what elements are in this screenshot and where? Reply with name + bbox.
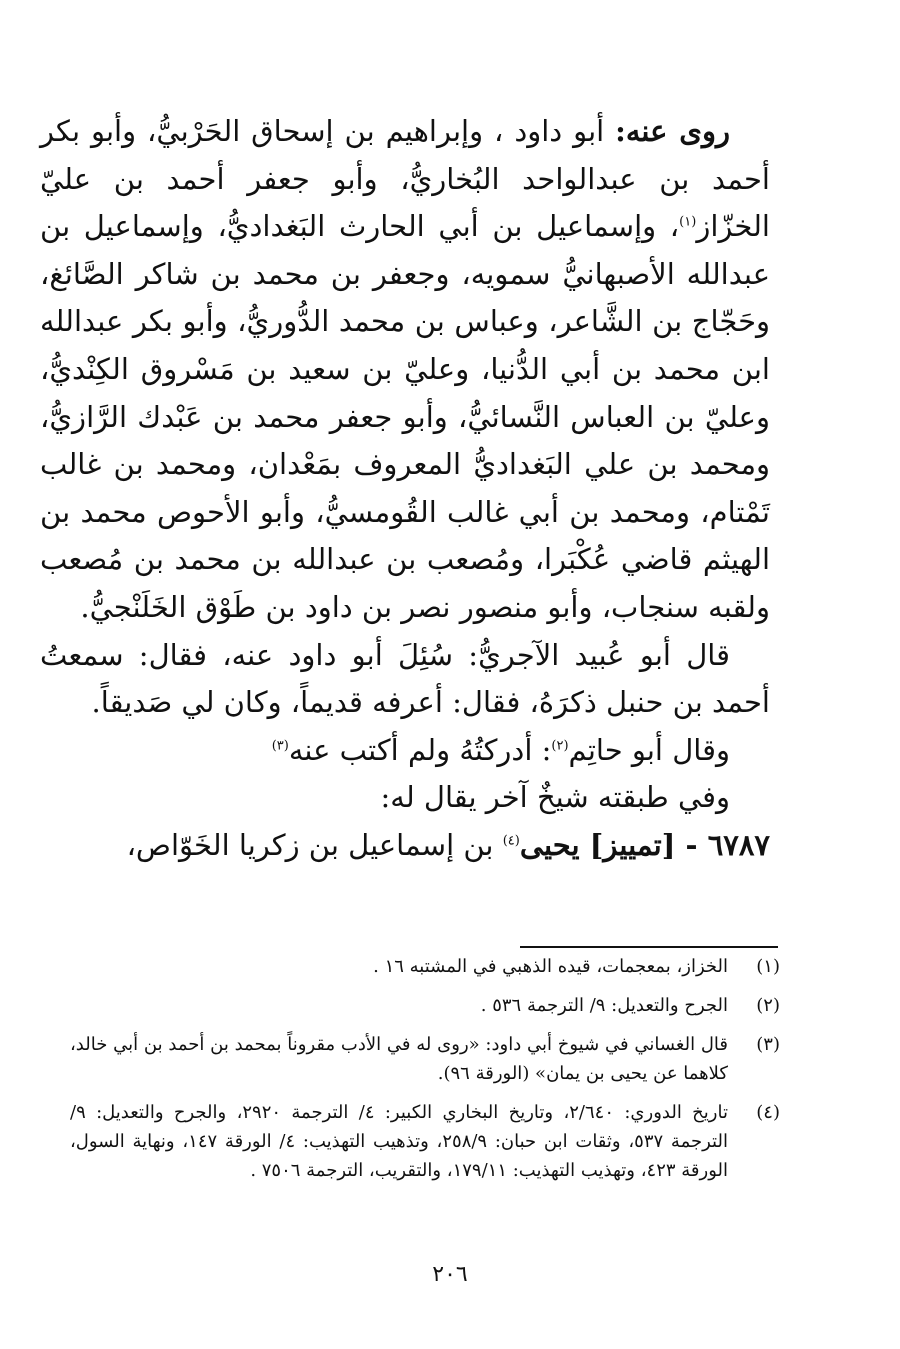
- entry-number: ٦٧٨٧ - [تمييز] يحيى: [519, 827, 770, 862]
- paragraph-ajurri: قال أبو عُبيد الآجريُّ: سُئِلَ أبو داود عنه، فقال: سمعتُ أحمد بن حنبل ذكرَهُ، فقال: أعرفه قديماً، وكان لي صَديقاً.: [40, 637, 770, 720]
- footnote-separator: [520, 946, 778, 948]
- paragraph-abu-hatim: [40, 727, 770, 775]
- footnote-number: (٢): [756, 995, 780, 1016]
- narrators-text: أبو داود ، وإبراهيم بن إسحاق الحَرْبيُّ، وأبو بكر أحمد بن عبدالواحد البُخاريُّ، وأبو جعفر أحمد بن عليّ الخزّاز: [40, 114, 770, 244]
- abu-hatim-text-b: : أدركتُهُ ولم أكتب عنه: [288, 732, 552, 767]
- paragraph-entry-6787: [40, 822, 770, 870]
- abu-hatim-text-a: وقال أبو حاتِم: [568, 732, 730, 767]
- footnote-2: [70, 991, 780, 1020]
- narrators-label: روى عنه:: [615, 114, 730, 148]
- footnotes: [70, 952, 780, 1195]
- footnote-text: قال الغساني في شيوخ أبي داود: «روى له في الأدب مقروناً بمحمد بن أحمد بن أبي خالد، كلاهما عن يحيى بن يمان» (الورقة ٩٦).: [70, 1034, 728, 1084]
- main-text: [40, 108, 770, 870]
- footnote-ref-4: (٤): [502, 833, 520, 849]
- page-number: ٢٠٦: [432, 1262, 468, 1287]
- footnote-text: تاريخ الدوري: ٢/٦٤٠، وتاريخ البخاري الكبير: ٤/ الترجمة ٢٩٢٠، والجرح والتعديل: ٩/ الترجمة ٥٣٧، وثقات ابن حبان: ٢٥٨/٩، وتذهيب التهذيب: ٤/ الورقة ١٤٧، ونهاية السول، الورقة ٤٢٣، وتهذيب التهذيب: ١٧٩/١١، والتقريب، الترجمة ٧٥٠٦ .: [70, 1102, 728, 1181]
- footnote-number: (٣): [756, 1034, 780, 1055]
- narrators-text-continued: ، وإسماعيل بن أبي الحارث البَغداديُّ، وإسماعيل بن عبدالله الأصبهانيُّ سمويه، وجعفر بن محمد بن شاكر الصَّائغ، وحَجّاج بن الشَّاعر، وعباس بن محمد الدُّوريُّ، وأبو بكر عبدالله ابن محمد بن أبي الدُّنيا، وعليّ بن سعيد بن مَسْروق الكِنْديُّ، وعليّ بن العباس النَّسائيُّ، وأبو جعفر محمد بن عَبْدك الرَّازيُّ، ومحمد بن علي البَغداديُّ المعروف بمَعْدان، ومحمد بن غالب تَمْتام، ومحمد بن أبي غالب القُومسيُّ، وأبو الأحوص محمد بن الهيثم قاضي عُكْبَرا، ومُصعب بن عبدالله بن محمد بن مُصعب ولقبه سنجاب، وأبو منصور نصر بن داود بن طَوْق الخَلَنْجيُّ.: [40, 209, 770, 624]
- footnote-number: (٤): [756, 1102, 780, 1123]
- footnote-4: [70, 1098, 780, 1185]
- paragraph-narrators: [40, 108, 770, 632]
- entry-name: بن إسماعيل بن زكريا الخَوّاص،: [126, 827, 494, 862]
- footnote-ref-2: (٢): [551, 738, 569, 754]
- footnote-ref-3: (٣): [271, 738, 289, 754]
- footnote-ref-1: (١): [679, 214, 697, 230]
- footnote-3: [70, 1030, 780, 1088]
- paragraph-another-shaykh: وفي طبقته شيخٌ آخر يقال له:: [380, 780, 730, 815]
- footnote-text: الخزاز، بمعجمات، قيده الذهبي في المشتبه ١٦ .: [373, 956, 728, 977]
- footnote-number: (١): [756, 956, 780, 977]
- footnote-text: الجرح والتعديل: ٩/ الترجمة ٥٣٦ .: [480, 995, 728, 1016]
- footnote-1: [70, 952, 780, 981]
